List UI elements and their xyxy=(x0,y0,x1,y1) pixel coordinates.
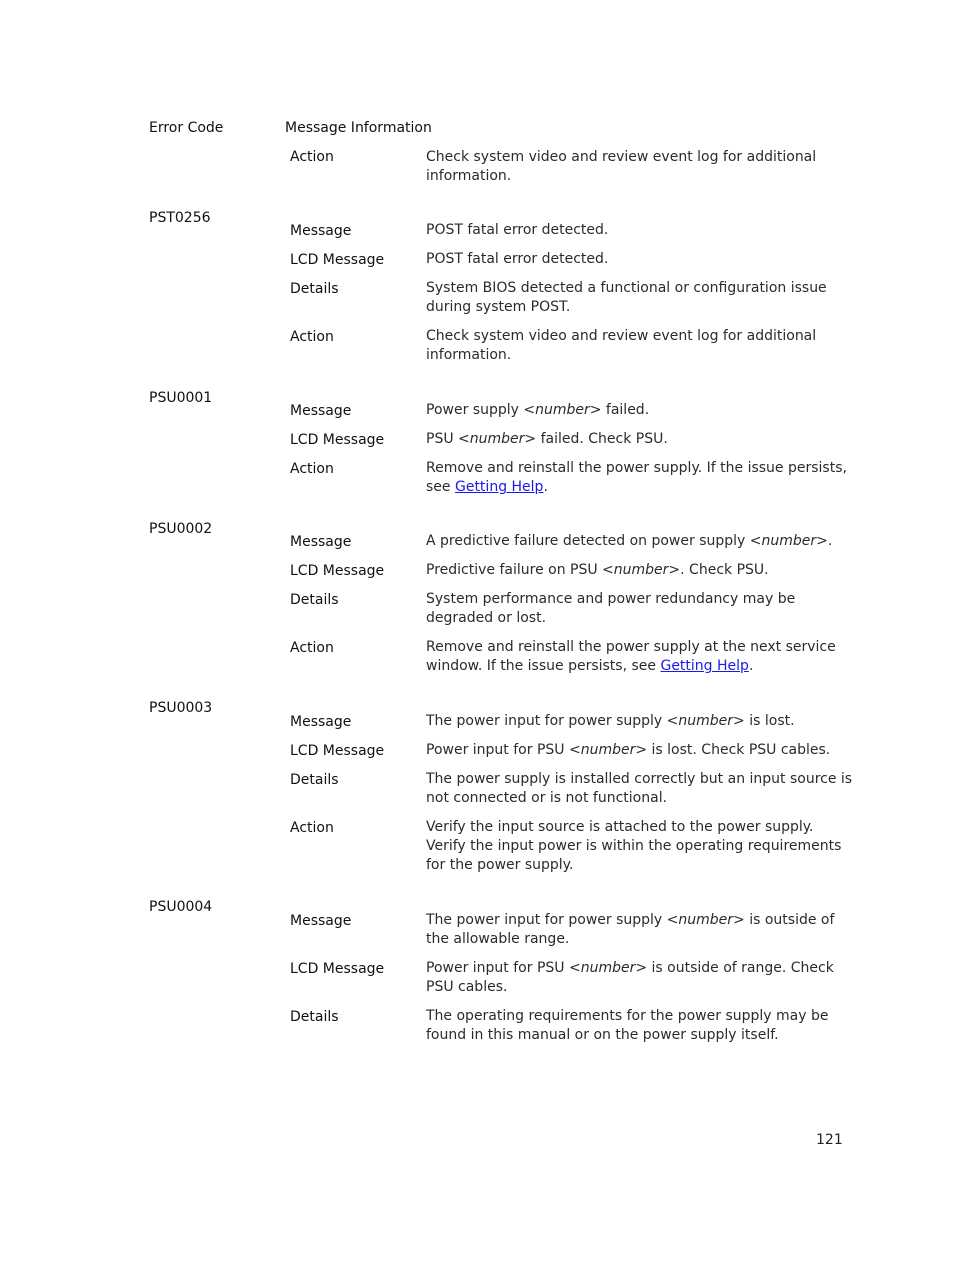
message-text: POST fatal error detected. xyxy=(426,222,609,238)
action-label: Action xyxy=(290,329,334,345)
action-text: Check system video and review event log for additional information. xyxy=(426,149,817,184)
number-placeholder: <number> xyxy=(458,431,537,447)
getting-help-link[interactable]: Getting Help xyxy=(454,479,544,495)
number-placeholder: <number> xyxy=(749,533,828,549)
action-label: Action xyxy=(290,640,334,656)
error-code: PSU0003 xyxy=(149,700,213,716)
lcd-message-text: Power input for PSU <number> is lost. Check PSU cables. xyxy=(426,742,831,758)
action-text: Check system video and review event log for additional information. xyxy=(426,328,817,363)
column-header-error-code: Error Code xyxy=(149,120,224,136)
error-code: PSU0002 xyxy=(149,521,213,537)
number-placeholder: <number> xyxy=(602,562,681,578)
lcd-message-label: LCD Message xyxy=(290,961,385,977)
number-placeholder: <number> xyxy=(523,402,602,418)
action-label: Action xyxy=(290,820,334,836)
number-placeholder: <number> xyxy=(666,713,745,729)
number-placeholder: <number> xyxy=(666,912,745,928)
details-label: Details xyxy=(290,772,339,788)
number-placeholder: <number> xyxy=(568,960,648,976)
details-text: The power supply is installed correctly but an input source is not connected or is not functional. xyxy=(426,771,853,806)
action-text: Verify the input source is attached to the power supply. Verify the input power is within the operating requirements for the power supply. xyxy=(426,819,842,873)
lcd-message-text: Predictive failure on PSU <number>. Check PSU. xyxy=(426,562,769,578)
details-text: System performance and power redundancy may be degraded or lost. xyxy=(426,591,796,626)
action-text: Remove and reinstall the power supply at the next service window. If the issue persists, see Getting Help. xyxy=(426,639,836,674)
message-label: Message xyxy=(290,913,352,929)
error-code: PSU0004 xyxy=(149,899,213,915)
message-label: Message xyxy=(290,714,352,730)
page-number: 121 xyxy=(816,1132,843,1148)
message-text: The power input for power supply <number> is outside of the allowable range. xyxy=(426,912,835,947)
error-code: PSU0001 xyxy=(149,390,213,406)
lcd-message-label: LCD Message xyxy=(290,252,385,268)
error-code: PST0256 xyxy=(149,210,211,226)
message-label: Message xyxy=(290,223,352,239)
lcd-message-text: Power input for PSU <number> is outside of range. Check PSU cables. xyxy=(426,960,834,995)
details-label: Details xyxy=(290,592,339,608)
lcd-message-text: PSU <number> failed. Check PSU. xyxy=(426,431,668,447)
lcd-message-label: LCD Message xyxy=(290,563,385,579)
message-text: A predictive failure detected on power supply <number>. xyxy=(426,533,833,549)
action-text: Remove and reinstall the power supply. If the issue persists, see Getting Help. xyxy=(426,460,847,495)
details-text: The operating requirements for the power supply may be found in this manual or on the power supply itself. xyxy=(426,1008,829,1043)
number-placeholder: <number> xyxy=(568,742,648,758)
message-text: The power input for power supply <number> is lost. xyxy=(426,713,795,729)
lcd-message-label: LCD Message xyxy=(290,432,385,448)
action-label: Action xyxy=(290,461,334,477)
message-text: Power supply <number> failed. xyxy=(426,402,650,418)
lcd-message-text: POST fatal error detected. xyxy=(426,251,609,267)
action-label: Action xyxy=(290,149,334,165)
column-header-message-information: Message Information xyxy=(285,120,432,136)
details-label: Details xyxy=(290,281,339,297)
message-label: Message xyxy=(290,403,352,419)
getting-help-link[interactable]: Getting Help xyxy=(660,658,749,674)
details-text: System BIOS detected a functional or configuration issue during system POST. xyxy=(426,280,827,315)
lcd-message-label: LCD Message xyxy=(290,743,385,759)
details-label: Details xyxy=(290,1009,339,1025)
message-label: Message xyxy=(290,534,352,550)
